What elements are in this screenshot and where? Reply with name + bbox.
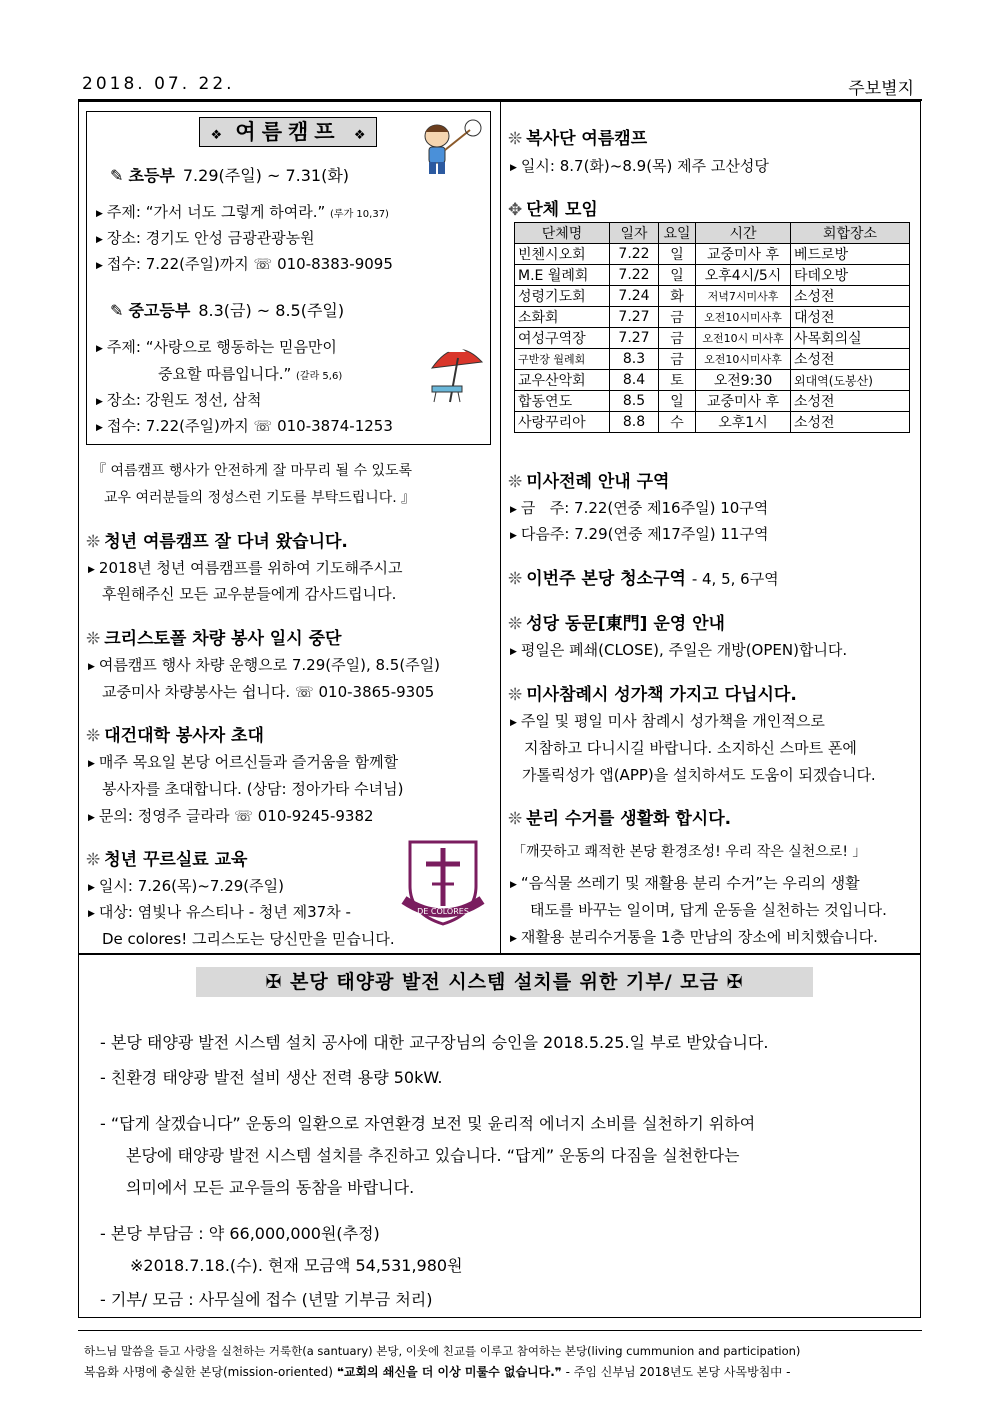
table-row: 소화회 7.27 금 오전10시미사후 대성전 (515, 307, 910, 328)
bullet-icon: ▶ (96, 423, 103, 433)
hymn-book-line1: ▶ 주일 및 평일 미사 참례시 성가책을 개인적으로 (510, 712, 825, 730)
asterisk-burst-icon: ❊ (508, 472, 523, 492)
table-row: 여성구역장 7.27 금 오전10시 미사후 사목회의실 (515, 328, 910, 349)
col-header: 단체명 (515, 223, 610, 244)
cursillo-line1: ▶ 일시: 7.26(목)~7.29(주일) (88, 877, 284, 895)
cursillo-heading: ❊ 청년 꾸르실료 교육 (86, 850, 248, 870)
recycling-quote: 「깨끗하고 쾌적한 본당 환경조성! 우리 작은 실천으로! 」 (512, 844, 867, 860)
solar-line6: - 본당 부담금 : 약 66,000,000원(추정) (100, 1224, 380, 1243)
recycling-line1: ▶ “음식물 쓰레기 및 재활용 분리 수거”는 우리의 생활 (510, 874, 860, 892)
table-row: M.E 월례회 7.22 일 오후4시/5시 타데오방 (515, 265, 910, 286)
daegeon-line3: ▶ 문의: 정영주 글라라 ☏ 010-9245-9382 (88, 807, 374, 825)
east-gate-heading: ❊ 성당 동문[東門] 운영 안내 (508, 614, 725, 634)
table-row: 사랑꾸리아 8.8 수 오후1시 소성전 (515, 412, 910, 433)
group-meetings-heading: ✥ 단체 모임 (508, 200, 598, 220)
cursillo-line3: De colores! 그리스도는 당신만을 믿습니다. (102, 930, 395, 948)
asterisk-burst-icon: ❊ (86, 850, 101, 870)
bullet-icon: ▶ (510, 505, 517, 515)
bullet-icon: ▶ (510, 531, 517, 541)
bullet-icon: ▶ (510, 718, 517, 728)
bullet-icon: ▶ (510, 163, 517, 173)
asterisk-burst-icon: ❊ (86, 629, 101, 649)
cleaning-zone-heading: ❊ 이번주 본당 청소구역 - 4, 5, 6구역 (508, 569, 779, 589)
bulletin-supplement-label: 주보별지 (848, 79, 914, 99)
camp-prayer-line2: 교우 여러분들의 정성스런 기도를 부탁드립니다. 』 (104, 490, 416, 506)
bullet-icon: ▶ (88, 565, 95, 575)
bullet-icon: ▶ (96, 235, 103, 245)
bullet-icon: ▶ (88, 662, 95, 672)
solar-line5: 의미에서 모든 교우들의 동참을 바랍니다. (126, 1178, 415, 1197)
bullet-icon: ▶ (510, 934, 517, 944)
bullet-icon: ▶ (96, 261, 103, 271)
child-with-net-illustration (415, 118, 485, 180)
youth-camp-line2: 후원해주신 모든 교우분들에게 감사드립니다. (102, 585, 397, 603)
svg-text:DE COLORES: DE COLORES (417, 907, 469, 916)
col-header: 일자 (610, 223, 659, 244)
middle-high-theme-cont: 중요할 따름입니다.” (갈라 5,6) (158, 365, 343, 383)
solar-donation-title: ✠ 본당 태양광 발전 시스템 설치를 위한 기부/ 모금 ✠ (196, 967, 813, 997)
footer-line2: 복음화 사명에 충실한 본당(mission-oriented) ❝교회의 쇄신을 더 이상 미룰수 없습니다.❞ - 주임 신부님 2018년도 본당 사목방침中 - (84, 1365, 791, 1379)
altar-server-line1: ▶ 일시: 8.7(화)~8.9(목) 제주 고산성당 (510, 157, 769, 175)
asterisk-burst-icon: ❊ (508, 614, 523, 634)
bullet-icon: ▶ (88, 883, 95, 893)
mass-liturgy-heading: ❊ 미사전례 안내 구역 (508, 472, 670, 492)
elementary-heading: ✎ 초등부 7.29(주일) ~ 7.31(화) (110, 166, 350, 185)
asterisk-burst-icon: ❊ (508, 685, 523, 705)
bullet-icon: ▶ (96, 209, 103, 219)
asterisk-burst-icon: ❊ (86, 532, 101, 552)
christopher-heading: ❊ 크리스토폴 차량 봉사 일시 중단 (86, 629, 342, 649)
bullet-icon: ▶ (88, 759, 95, 769)
christopher-line1: ▶ 여름캠프 행사 차량 운행으로 7.29(주일), 8.5(주일) (88, 656, 441, 674)
solar-line4: 본당에 태양광 발전 시스템 설치를 추진하고 있습니다. “답게” 운동의 다짐을 실천한다는 (126, 1146, 740, 1165)
cross-flower-icon: ✥ (508, 200, 523, 220)
recycling-heading: ❊ 분리 수거를 생활화 합시다. (508, 809, 732, 829)
bullet-icon: ▶ (88, 909, 95, 919)
table-row: 빈첸시오회 7.22 일 교중미사 후 베드로방 (515, 244, 910, 265)
recycling-line2: 태도를 바꾸는 일이며, 답게 운동을 실천하는 것입니다. (530, 901, 887, 919)
recycling-line3: ▶ 재활용 분리수거통을 1층 만남의 장소에 비치했습니다. (510, 928, 878, 946)
cursillo-line2: ▶ 대상: 염빛나 유스티나 - 청년 제37차 - (88, 903, 351, 921)
solar-line2: - 친환경 태양광 발전 설비 생산 전력 용량 50kW. (100, 1068, 443, 1087)
bullet-icon: ▶ (96, 397, 103, 407)
table-row: 성령기도회 7.24 화 저녁7시미사후 소성전 (515, 286, 910, 307)
middle-high-contact: ▶ 접수: 7.22(주일)까지 ☏ 010-3874-1253 (96, 417, 393, 435)
column-divider (500, 101, 501, 954)
pencil-icon: ✎ (110, 166, 124, 185)
middle-high-heading: ✎ 중고등부 8.3(금) ~ 8.5(주일) (110, 301, 345, 320)
hymn-book-line2: 지참하고 다니시길 바랍니다. 소지하신 스마트 폰에 (524, 739, 857, 757)
pencil-icon: ✎ (110, 301, 124, 320)
middle-high-theme: ▶ 주제: “사랑으로 행동하는 믿음만이 (96, 338, 337, 356)
bullet-icon: ▶ (96, 344, 103, 354)
solar-line8: - 기부/ 모금 : 사무실에 접수 (년말 기부금 처리) (100, 1290, 433, 1309)
footer-line1: 하느님 말씀을 듣고 사랑을 실천하는 거룩한(a santuary) 본당, 이웃에 친교를 이루고 참여하는 본당(living cummunion and participation) (84, 1344, 801, 1358)
daegeon-line2: 봉사자를 초대합니다. (상담: 정아가타 수녀님) (102, 780, 404, 798)
youth-camp-line1: ▶ 2018년 청년 여름캠프를 위하여 기도해주시고 (88, 559, 403, 577)
table-row: 구반장 월례회 8.3 금 오전10시미사후 소성전 (515, 349, 910, 370)
footer-rule (78, 1330, 922, 1331)
bullet-icon: ▶ (510, 880, 517, 890)
mass-liturgy-line1: ▶ 금 주: 7.22(연중 제16주일) 10구역 (510, 499, 769, 517)
asterisk-burst-icon: ❊ (86, 726, 101, 746)
col-header: 요일 (659, 223, 696, 244)
hymn-book-line3: 가톨릭성가 앱(APP)을 설치하셔도 도움이 되겠습니다. (522, 766, 876, 784)
solar-line3: - “답게 살겠습니다” 운동의 일환으로 자연환경 보전 및 윤리적 에너지 소비를 실천하기 위하여 (100, 1114, 756, 1133)
bullet-icon: ▶ (88, 813, 95, 823)
solar-line1: - 본당 태양광 발전 시스템 설치 공사에 대한 교구장님의 승인을 2018.5.25.일 부로 받았습니다. (100, 1033, 769, 1052)
col-header: 회합장소 (791, 223, 910, 244)
solar-line7: ※2018.7.18.(수). 현재 모금액 54,531,980원 (130, 1256, 463, 1275)
asterisk-burst-icon: ❊ (508, 809, 523, 829)
daegeon-line1: ▶ 매주 목요일 본당 어르신들과 즐거움을 함께할 (88, 753, 399, 771)
middle-high-place: ▶ 장소: 강원도 정선, 삼척 (96, 391, 262, 409)
table-row: 합동연도 8.5 일 교중미사 후 소성전 (515, 391, 910, 412)
asterisk-burst-icon: ❊ (508, 129, 523, 149)
elementary-place: ▶ 장소: 경기도 안성 금광관광농원 (96, 229, 315, 247)
hymn-book-heading: ❊ 미사참례시 성가책 가지고 다닙시다. (508, 685, 797, 705)
camp-prayer-line1: 『 여름캠프 행사가 안전하게 잘 마무리 될 수 있도록 (92, 463, 413, 479)
table-header-row (515, 223, 910, 244)
issue-date: 2018. 07. 22. (82, 74, 235, 94)
group-meetings-table (514, 222, 910, 433)
mass-liturgy-line2: ▶ 다음주: 7.29(연중 제17주일) 11구역 (510, 525, 769, 543)
elementary-contact: ▶ 접수: 7.22(주일)까지 ☏ 010-8383-9095 (96, 255, 393, 273)
altar-server-heading: ❊ 복사단 여름캠프 (508, 129, 648, 149)
table-row: 교우산악회 8.4 토 오전9:30 외대역(도봉산) (515, 370, 910, 391)
daegeon-college-heading: ❊ 대건대학 봉사자 초대 (86, 726, 264, 746)
east-gate-line1: ▶ 평일은 폐쇄(CLOSE), 주일은 개방(OPEN)합니다. (510, 641, 848, 659)
bullet-icon: ▶ (510, 647, 517, 657)
elementary-theme: ▶ 주제: “가서 너도 그렇게 하여라.” (루가 10,37) (96, 203, 389, 221)
summer-camp-title: ❖ 여름캠프 ❖ (199, 117, 377, 147)
youth-camp-heading: ❊ 청년 여름캠프 잘 다녀 왔습니다. (86, 532, 348, 552)
christopher-line2: 교중미사 차량봉사는 쉽니다. ☏ 010-3865-9305 (102, 683, 435, 701)
de-colores-logo (400, 834, 486, 926)
beach-umbrella-illustration (428, 340, 486, 408)
col-header: 시간 (696, 223, 791, 244)
asterisk-burst-icon: ❊ (508, 569, 523, 589)
